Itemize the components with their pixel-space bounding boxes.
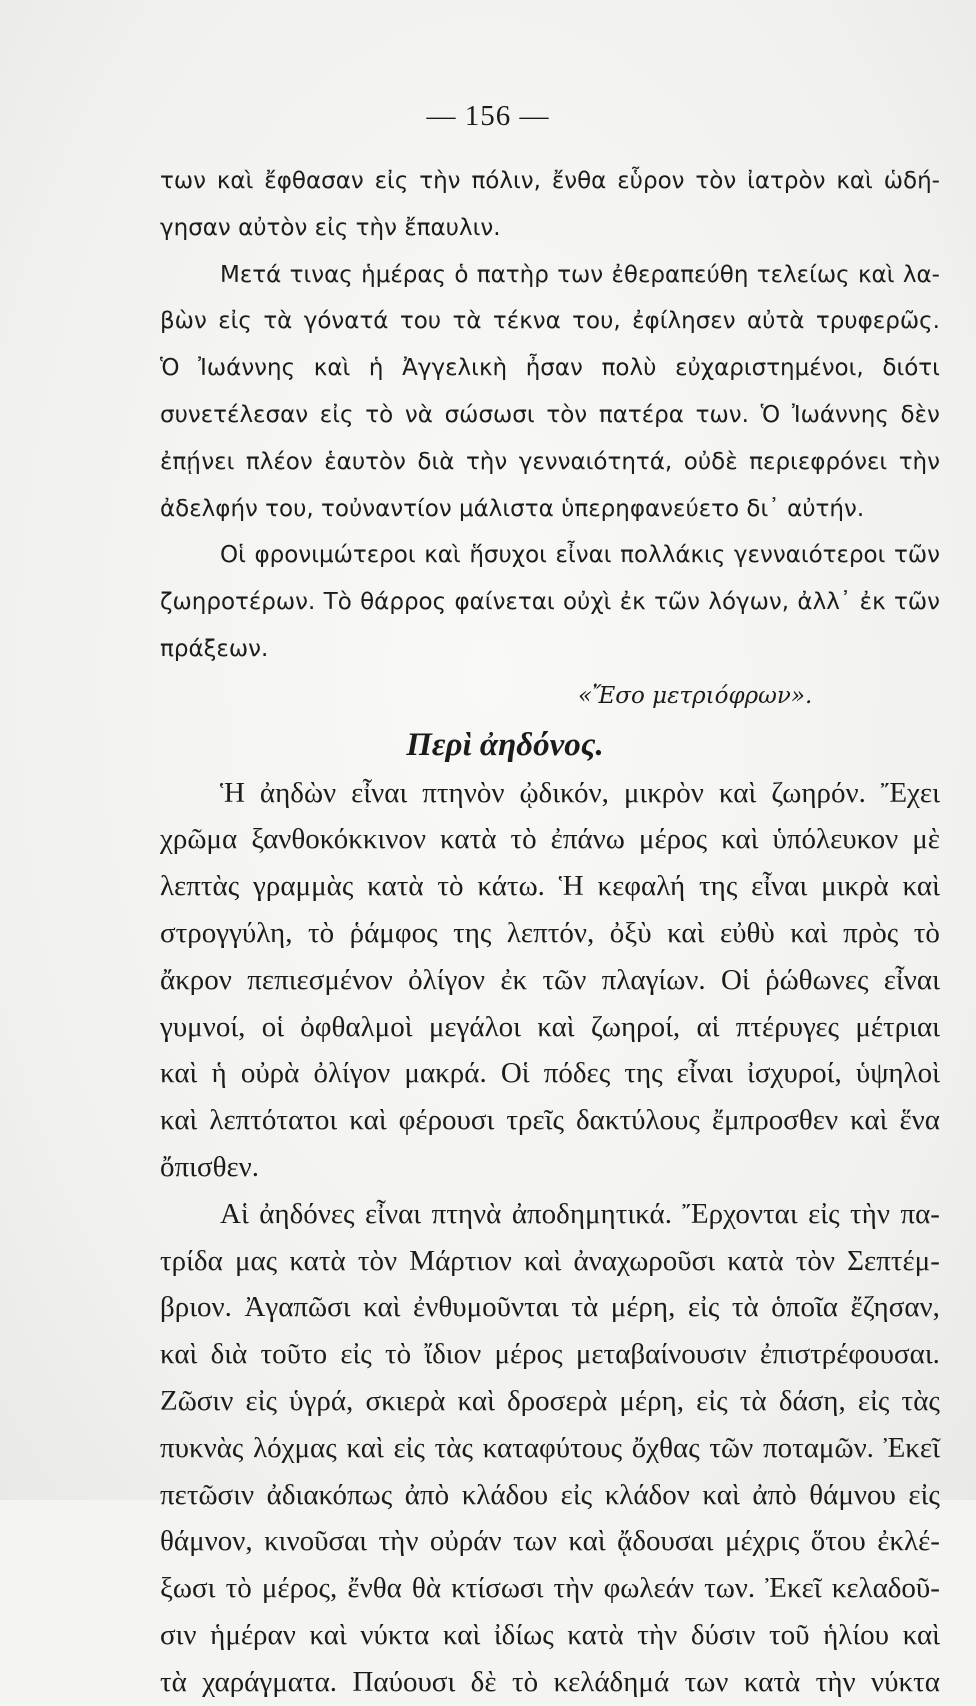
text-line: βριον. Ἀγαπῶσι καὶ ἐνθυμοῦνται τὰ μέρη, εἰς τὰ ὁποῖα ἔζησαν, <box>160 1291 940 1324</box>
text-line: καὶ διὰ τοῦτο εἰς τὸ ἴδιον μέρος μεταβαίνουσιν ἐπιστρέφουσαι. <box>160 1338 940 1371</box>
text-line: Οἱ φρονιμώτεροι καὶ ἥσυχοι εἶναι πολλάκις γενναιότεροι τῶν <box>220 542 940 569</box>
text-line: πετῶσιν ἀδιακόπως ἀπὸ κλάδου εἰς κλάδον καὶ ἀπὸ θάμνου εἰς <box>160 1478 940 1511</box>
text-line: Ὁ Ἰωάννης καὶ ἡ Ἀγγελικὴ ἦσαν πολὺ εὐχαριστημένοι, διότι <box>160 355 940 382</box>
text-line: σιν ἡμέραν καὶ νύκτα καὶ ἰδίως κατὰ τὴν δύσιν τοῦ ἡλίου καὶ <box>160 1618 940 1651</box>
section-heading: Περὶ ἀηδόνος. <box>406 726 604 763</box>
text-line: θάμνον, κινοῦσαι τὴν οὐράν των καὶ ᾄδουσαι μέχρις ὅτου ἐκλέ- <box>160 1525 940 1558</box>
text-line: στρογγύλη, τὸ ῥάμφος της λεπτόν, ὀξὺ καὶ εὐθὺ καὶ πρὸς τὸ <box>160 916 940 949</box>
text-line: γυμνοί, οἱ ὀφθαλμοὶ μεγάλοι καὶ ζωηροί, αἱ πτέρυγες μέτριαι <box>160 1010 940 1043</box>
page-text <box>160 158 940 1706</box>
text-line: ξωσι τὸ μέρος, ἔνθα θὰ κτίσωσι τὴν φωλεάν των. Ἐκεῖ κελαδοῦ- <box>160 1572 940 1605</box>
text-line: χρῶμα ξανθοκόκκινον κατὰ τὸ ἐπάνω μέρος καὶ ὑπόλευκον μὲ <box>160 823 940 856</box>
text-line: ἐπῄνει πλέον ἑαυτὸν διὰ τὴν γενναιότητά, οὐδὲ περιεφρόνει τὴν <box>160 448 940 475</box>
page-number: — 156 — <box>426 100 550 132</box>
text-line: βὼν εἰς τὰ γόνατά του τὰ τέκνα του, ἐφίλησεν αὐτὰ τρυφερῶς. <box>160 308 940 335</box>
text-line: συνετέλεσαν εἰς τὸ νὰ σώσωσι τὸν πατέρα των. Ὁ Ἰωάννης δὲν <box>160 401 940 428</box>
text-line: των καὶ ἔφθασαν εἰς τὴν πόλιν, ἔνθα εὗρον τὸν ἰατρὸν καὶ ὡδή- <box>160 168 940 194</box>
text-line: τρίδα μας κατὰ τὸν Μάρτιον καὶ ἀναχωροῦσι κατὰ τὸν Σεπτέμ- <box>160 1244 940 1277</box>
text-line: Ζῶσιν εἰς ὑγρά, σκιερὰ καὶ δροσερὰ μέρη, εἰς τὰ δάση, εἰς τὰς <box>160 1384 940 1417</box>
text-line: πράξεων. <box>160 635 269 662</box>
text-line: καὶ λεπτότατοι καὶ φέρουσι τρεῖς δακτύλους ἔμπροσθεν καὶ ἕνα <box>160 1104 940 1137</box>
text-line: ἀδελφήν του, τοὐναντίον μάλιστα ὑπερηφανεύετο δι᾽ αὐτήν. <box>160 495 865 522</box>
text-line: λεπτὰς γραμμὰς κατὰ τὸ κάτω. Ἡ κεφαλή της εἶναι μικρὰ καὶ <box>160 870 940 903</box>
text-line: Αἱ ἀηδόνες εἶναι πτηνὰ ἀποδημητικά. Ἔρχονται εἰς τὴν πα- <box>220 1197 940 1230</box>
text-line: γησαν αὐτὸν εἰς τὴν ἔπαυλιν. <box>160 214 501 241</box>
text-line: ἄκρον πεπιεσμένον ὀλίγον ἐκ τῶν πλαγίων. Οἱ ῥώθωνες εἶναι <box>160 963 940 996</box>
text-line: καὶ ἡ οὐρὰ ὀλίγον μακρά. Οἱ πόδες της εἶναι ἰσχυροί, ὑψηλοὶ <box>160 1057 940 1090</box>
text-line: ὄπισθεν. <box>160 1150 260 1183</box>
text-line: πυκνὰς λόχμας καὶ εἰς τὰς καταφύτους ὄχθας τῶν ποταμῶν. Ἐκεῖ <box>160 1431 940 1464</box>
text-line: τὰ χαράγματα. Παύουσι δὲ τὸ κελάδημά των κατὰ τὴν νύκτα <box>160 1665 940 1698</box>
text-line: Ἡ ἀηδὼν εἶναι πτηνὸν ᾠδικόν, μικρὸν καὶ ζωηρόν. Ἔχει <box>220 776 940 809</box>
text-line: ζωηροτέρων. Τὸ θάρρος φαίνεται οὐχὶ ἐκ τῶν λόγων, ἀλλ᾽ ἐκ τῶν <box>160 589 940 616</box>
text-line: Μετά τινας ἡμέρας ὁ πατὴρ των ἐθεραπεύθη τελείως καὶ λα- <box>220 261 940 288</box>
motto: «Ἔσο μετριόφρων». <box>578 682 813 709</box>
